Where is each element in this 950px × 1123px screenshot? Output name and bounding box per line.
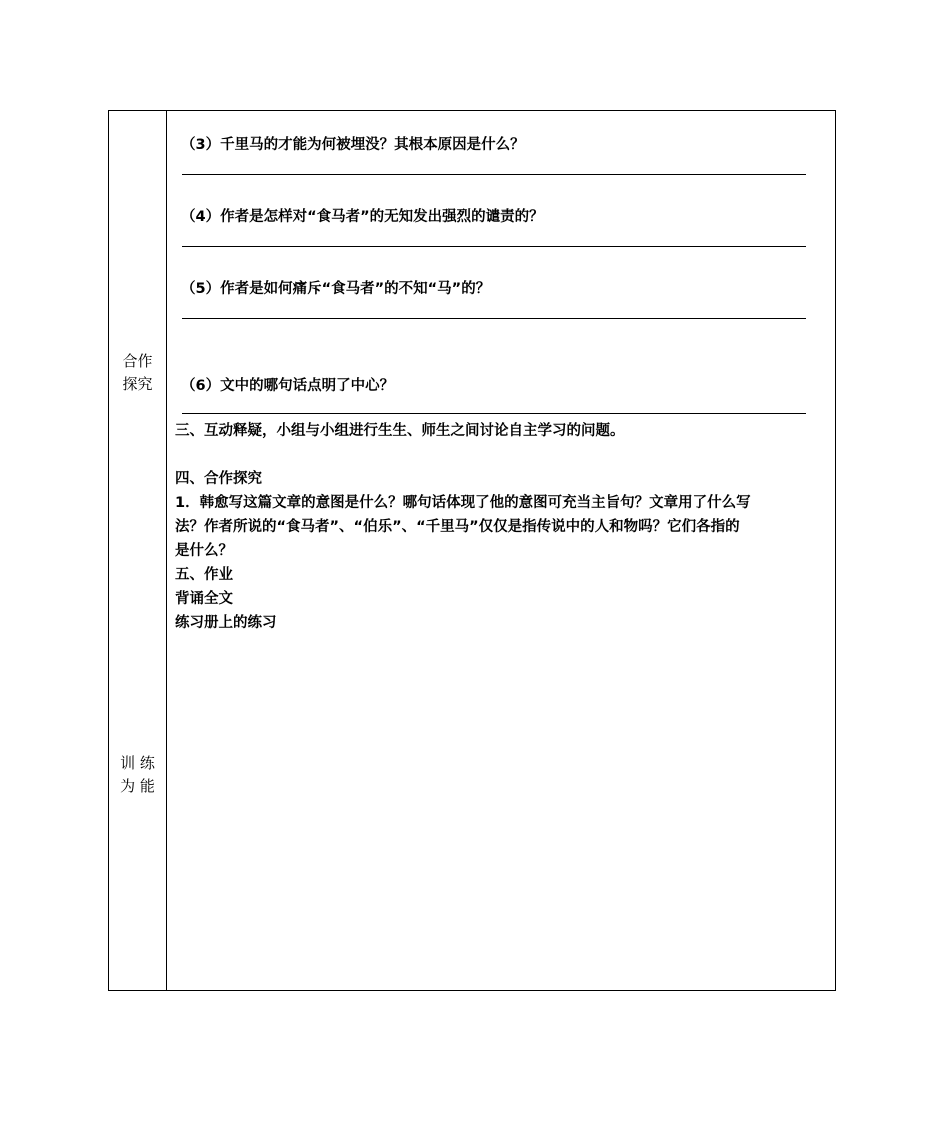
section-4-question-line: 是什么？ (175, 543, 233, 559)
homework-item: 背诵全文 (175, 591, 233, 607)
section-3-text: 三、互动释疑，小组与小组进行生生、师生之间讨论自主学习的问题。 (175, 423, 625, 439)
question-4: （4）作者是怎样对“食马者”的无知发出强烈的谴责的？ (181, 209, 544, 225)
section-5-title: 五、作业 (175, 567, 233, 583)
question-5: （5）作者是如何痛斥“食马者”的不知“马”的？ (181, 281, 491, 297)
section-4-title: 四、合作探究 (175, 471, 262, 487)
answer-line-6[interactable] (182, 413, 806, 414)
row-label-line: 为 能 (120, 777, 155, 795)
column-divider (166, 111, 167, 990)
row-label-line: 合作 (122, 352, 153, 370)
question-6: （6）文中的哪句话点明了中心？ (181, 378, 395, 394)
homework-item: 练习册上的练习 (175, 615, 277, 631)
answer-line-4[interactable] (182, 246, 806, 247)
row-label-training (109, 752, 166, 798)
section-4-question-line: 法？作者所说的“食马者”、“伯乐”、“千里马”仅仅是指传说中的人和物吗？它们各指的 (175, 519, 740, 535)
worksheet-table (108, 110, 836, 991)
row-label-cooperate-explore (109, 350, 166, 396)
row-label-line: 训 练 (120, 754, 155, 772)
row-label-line: 探究 (122, 375, 153, 393)
answer-line-3[interactable] (182, 174, 806, 175)
question-3: （3）千里马的才能为何被埋没？其根本原因是什么？ (181, 137, 525, 153)
section-4-question-line: 1．韩愈写这篇文章的意图是什么？哪句话体现了他的意图可充当主旨句？文章用了什么写 (175, 495, 751, 511)
answer-line-5[interactable] (182, 318, 806, 319)
